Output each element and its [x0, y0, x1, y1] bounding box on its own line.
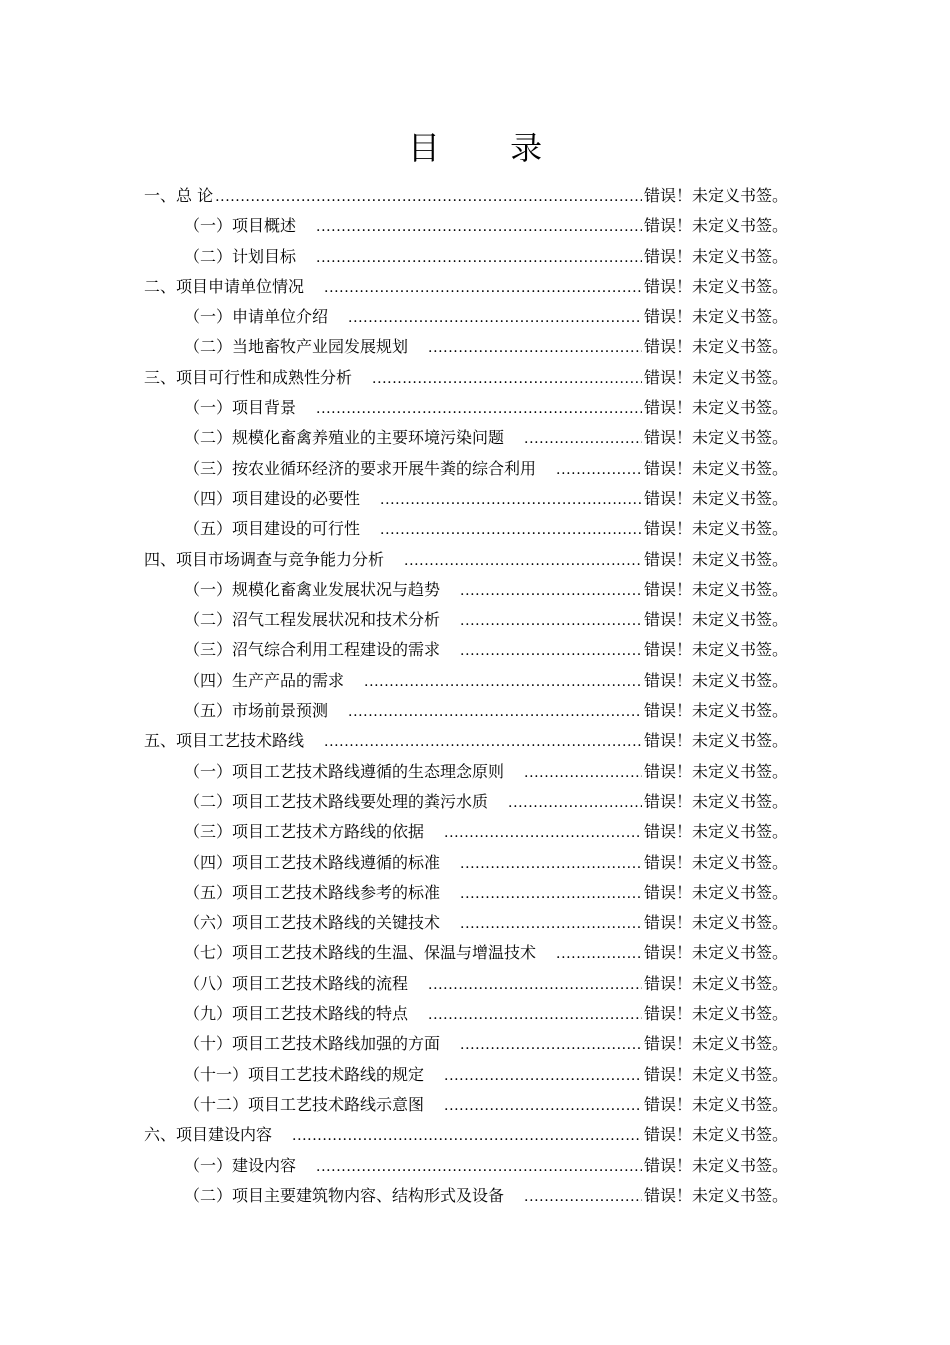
toc-list — [144, 181, 788, 1211]
page-title: 目 录 — [407, 129, 573, 167]
toc-entry[interactable] — [144, 726, 788, 756]
toc-dot-leader — [556, 939, 642, 969]
toc-entry-title: （二）项目主要建筑物内容、结构形式及设备 — [184, 1185, 505, 1205]
toc-page-ref: 错误！未定义书签。 — [643, 519, 788, 539]
toc-dot-leader — [215, 182, 642, 212]
toc-entry[interactable] — [144, 1060, 788, 1090]
toc-page-ref: 错误！未定义书签。 — [643, 913, 788, 933]
toc-entry[interactable] — [144, 545, 788, 575]
toc-entry[interactable] — [144, 878, 788, 908]
toc-dot-leader — [316, 212, 642, 242]
toc-entry-title: 一、总 论 — [144, 186, 214, 205]
toc-dot-leader — [460, 909, 642, 939]
toc-dot-leader — [460, 879, 642, 909]
toc-dot-leader — [460, 576, 642, 606]
toc-entry-title: （一）申请单位介绍 — [184, 307, 329, 327]
toc-page-ref: 错误！未定义书签。 — [643, 640, 788, 660]
toc-entry[interactable] — [144, 999, 788, 1029]
toc-entry[interactable] — [144, 363, 788, 393]
toc-entry-title: （三）沼气综合利用工程建设的需求 — [184, 640, 441, 660]
toc-page-ref: 错误！未定义书签。 — [643, 761, 788, 781]
toc-page-ref: 错误！未定义书签。 — [643, 216, 788, 236]
toc-page-ref: 错误！未定义书签。 — [643, 670, 788, 690]
toc-dot-leader — [372, 364, 642, 394]
toc-dot-leader — [444, 1061, 642, 1091]
toc-entry[interactable] — [144, 1151, 788, 1181]
toc-entry-title: 五、项目工艺技术路线 — [144, 731, 305, 751]
toc-entry-title: （二）当地畜牧产业园发展规划 — [184, 337, 409, 357]
toc-page-ref: 错误！未定义书签。 — [643, 882, 788, 902]
toc-page-ref: 错误！未定义书签。 — [643, 337, 788, 357]
toc-page-ref: 错误！未定义书签。 — [643, 1185, 788, 1205]
toc-dot-leader — [380, 485, 642, 515]
toc-dot-leader — [508, 788, 642, 818]
toc-entry-title: （四）生产产品的需求 — [184, 670, 345, 690]
toc-page-ref: 错误！未定义书签。 — [643, 943, 788, 963]
toc-dot-leader — [524, 424, 642, 454]
toc-entry[interactable] — [144, 272, 788, 302]
toc-dot-leader — [364, 667, 642, 697]
toc-entry-title: （三）按农业循环经济的要求开展牛粪的综合利用 — [184, 458, 537, 478]
toc-entry-title: 三、项目可行性和成熟性分析 — [144, 367, 353, 387]
toc-entry-title: （二）项目工艺技术路线要处理的粪污水质 — [184, 791, 489, 811]
toc-entry[interactable] — [144, 938, 788, 968]
toc-entry-title: （一）建设内容 — [184, 1155, 297, 1175]
toc-dot-leader — [556, 455, 642, 485]
toc-page-ref: 错误！未定义书签。 — [643, 1034, 788, 1054]
toc-entry[interactable] — [144, 242, 788, 272]
toc-entry-title: （一）规模化畜禽业发展状况与趋势 — [184, 579, 441, 599]
toc-entry-title: （五）市场前景预测 — [184, 701, 329, 721]
toc-page-ref: 错误！未定义书签。 — [643, 973, 788, 993]
toc-page-ref: 错误！未定义书签。 — [643, 791, 788, 811]
toc-entry-title: （六）项目工艺技术路线的关键技术 — [184, 913, 441, 933]
toc-entry[interactable] — [144, 514, 788, 544]
toc-dot-leader — [380, 515, 642, 545]
toc-entry-title: （五）项目工艺技术路线参考的标准 — [184, 882, 441, 902]
toc-dot-leader — [428, 970, 642, 1000]
toc-entry[interactable] — [144, 1029, 788, 1059]
toc-entry[interactable] — [144, 817, 788, 847]
toc-page-ref: 错误！未定义书签。 — [643, 1094, 788, 1114]
toc-entry-title: 六、项目建设内容 — [144, 1125, 273, 1145]
toc-page-ref: 错误！未定义书签。 — [643, 731, 788, 751]
toc-page-ref: 错误！未定义书签。 — [643, 549, 788, 569]
toc-entry[interactable] — [144, 484, 788, 514]
toc-page-ref: 错误！未定义书签。 — [643, 1064, 788, 1084]
toc-entry[interactable] — [144, 393, 788, 423]
toc-page-ref: 错误！未定义书签。 — [643, 822, 788, 842]
toc-page-ref: 错误！未定义书签。 — [643, 1004, 788, 1024]
toc-entry-title: （五）项目建设的可行性 — [184, 519, 361, 539]
toc-page-ref: 错误！未定义书签。 — [643, 276, 788, 296]
toc-page-ref: 错误！未定义书签。 — [643, 186, 788, 205]
toc-dot-leader — [460, 849, 642, 879]
toc-page-ref: 错误！未定义书签。 — [643, 1155, 788, 1175]
toc-dot-leader — [316, 1152, 642, 1182]
toc-dot-leader — [460, 636, 642, 666]
toc-entry[interactable] — [144, 757, 788, 787]
toc-entry-title: （二）计划目标 — [184, 246, 297, 266]
toc-entry[interactable] — [144, 848, 788, 878]
toc-entry[interactable] — [144, 1090, 788, 1120]
toc-dot-leader — [324, 727, 642, 757]
toc-dot-leader — [444, 1091, 642, 1121]
toc-dot-leader — [524, 758, 642, 788]
toc-dot-leader — [316, 394, 642, 424]
toc-entry[interactable] — [144, 969, 788, 999]
toc-entry-title: （八）项目工艺技术路线的流程 — [184, 973, 409, 993]
toc-entry-title: 四、项目市场调查与竞争能力分析 — [144, 549, 385, 569]
toc-entry-title: （一）项目概述 — [184, 216, 297, 236]
toc-entry-title: （四）项目工艺技术路线遵循的标准 — [184, 852, 441, 872]
toc-entry-title: （二）规模化畜禽养殖业的主要环境污染问题 — [184, 428, 505, 448]
toc-entry[interactable] — [144, 181, 788, 211]
toc-entry-title: （一）项目工艺技术路线遵循的生态理念原则 — [184, 761, 505, 781]
toc-dot-leader — [348, 303, 642, 333]
toc-entry-title: （十二）项目工艺技术路线示意图 — [184, 1094, 425, 1114]
toc-entry[interactable] — [144, 696, 788, 726]
toc-entry[interactable] — [144, 332, 788, 362]
toc-entry-title: （一）项目背景 — [184, 398, 297, 418]
toc-entry[interactable] — [144, 1120, 788, 1150]
toc-dot-leader — [428, 1000, 642, 1030]
toc-entry[interactable] — [144, 454, 788, 484]
toc-entry-title: （九）项目工艺技术路线的特点 — [184, 1004, 409, 1024]
toc-entry-title: （七）项目工艺技术路线的生温、保温与增温技术 — [184, 943, 537, 963]
toc-page-ref: 错误！未定义书签。 — [643, 701, 788, 721]
toc-entry[interactable] — [144, 1181, 788, 1211]
toc-entry-title: （三）项目工艺技术方路线的依据 — [184, 822, 425, 842]
toc-dot-leader — [428, 333, 642, 363]
toc-entry[interactable] — [144, 666, 788, 696]
toc-entry-title: （四）项目建设的必要性 — [184, 488, 361, 508]
toc-entry[interactable] — [144, 575, 788, 605]
toc-page-ref: 错误！未定义书签。 — [643, 488, 788, 508]
toc-page-ref: 错误！未定义书签。 — [643, 307, 788, 327]
toc-entry-title: （二）沼气工程发展状况和技术分析 — [184, 610, 441, 630]
toc-page-ref: 错误！未定义书签。 — [643, 398, 788, 418]
toc-entry-title: （十）项目工艺技术路线加强的方面 — [184, 1034, 441, 1054]
toc-page-ref: 错误！未定义书签。 — [643, 428, 788, 448]
toc-dot-leader — [460, 1030, 642, 1060]
toc-dot-leader — [292, 1121, 642, 1151]
toc-entry-title: 二、项目申请单位情况 — [144, 276, 305, 296]
toc-entry[interactable] — [144, 908, 788, 938]
toc-entry-title: （十一）项目工艺技术路线的规定 — [184, 1064, 425, 1084]
toc-entry[interactable] — [144, 423, 788, 453]
toc-dot-leader — [524, 1182, 642, 1212]
toc-entry[interactable] — [144, 787, 788, 817]
toc-page-ref: 错误！未定义书签。 — [643, 246, 788, 266]
toc-page-ref: 错误！未定义书签。 — [643, 1125, 788, 1145]
toc-dot-leader — [460, 606, 642, 636]
toc-page-ref: 错误！未定义书签。 — [643, 610, 788, 630]
toc-page-ref: 错误！未定义书签。 — [643, 579, 788, 599]
toc-entry[interactable] — [144, 605, 788, 635]
toc-dot-leader — [324, 273, 642, 303]
toc-dot-leader — [348, 697, 642, 727]
toc-dot-leader — [316, 243, 642, 273]
toc-page-ref: 错误！未定义书签。 — [643, 458, 788, 478]
toc-dot-leader — [404, 546, 642, 576]
toc-entry[interactable] — [144, 211, 788, 241]
toc-entry[interactable] — [144, 302, 788, 332]
toc-page-ref: 错误！未定义书签。 — [643, 367, 788, 387]
toc-dot-leader — [444, 818, 642, 848]
toc-page-ref: 错误！未定义书签。 — [643, 852, 788, 872]
toc-entry[interactable] — [144, 635, 788, 665]
